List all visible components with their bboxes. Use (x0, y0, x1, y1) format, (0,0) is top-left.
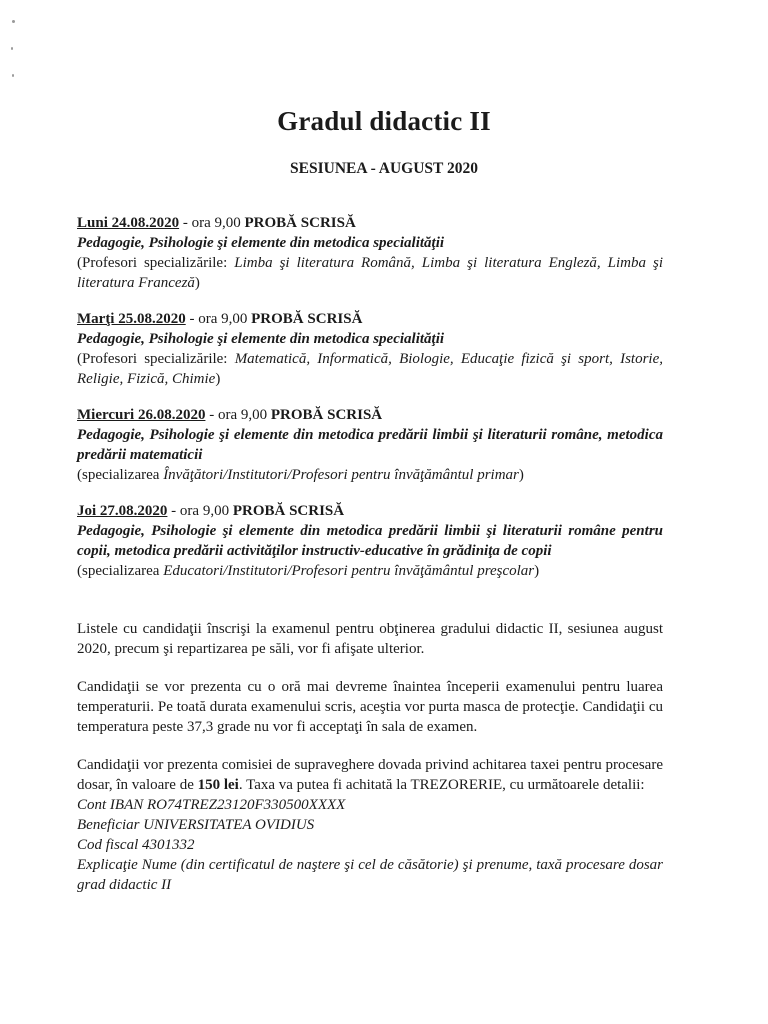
document-body (77, 213, 663, 895)
payment-explanation: Explicaţie Nume (din certificatul de naştere şi cel de căsătorie) şi prenume, taxă procesare dosar grad didactic II (77, 857, 663, 893)
spec-suffix: ) (194, 275, 200, 291)
scan-speck (12, 74, 14, 77)
session-subject: Pedagogie, Psihologie şi elemente din metodica predării limbii şi literaturii române, metodica predării matematicii (77, 427, 663, 463)
session-subject: Pedagogie, Psihologie şi elemente din metodica predării limbii şi literaturii române pentru copii, metodica predării activităţilor instructiv-educative în grădiniţa de copii (77, 523, 663, 559)
exam-session (77, 309, 663, 389)
session-date: Marţi 25.08.2020 (77, 311, 186, 327)
page-subtitle: SESIUNEA - AUGUST 2020 (290, 160, 478, 177)
spec-suffix: ) (518, 467, 524, 483)
scan-speck (11, 47, 13, 50)
exam-session (77, 213, 663, 293)
session-specializations (77, 349, 663, 389)
session-time: - ora 9,00 (205, 407, 271, 423)
spec-suffix: ) (215, 371, 221, 387)
spec-prefix: (specializarea (77, 467, 164, 483)
spec-items: Matematică, Informatică, Biologie, Educaţie fizică şi sport, Istorie, Religie, Fizică, Chimie (77, 351, 663, 387)
spec-items: Limba şi literatura Română, Limba şi literatura Engleză, Limba şi literatura Franceză (77, 255, 663, 291)
session-exam-type: PROBĂ SCRISĂ (251, 311, 363, 327)
fee-amount: 150 lei (197, 777, 239, 793)
session-exam-type: PROBĂ SCRISĂ (244, 215, 356, 231)
page-title: Gradul didactic II (277, 106, 491, 136)
payment-fiscal-code: Cod fiscal 4301332 (77, 837, 195, 853)
session-date: Luni 24.08.2020 (77, 215, 180, 231)
payment-beneficiary: Beneficiar UNIVERSITATEA OVIDIUS (77, 817, 315, 833)
fee-text-before: Candidaţii vor prezenta comisiei de supraveghere dovada privind achitarea taxei pentru procesare dosar, în valoare de (77, 757, 663, 793)
exam-session (77, 501, 663, 581)
session-specializations (77, 561, 663, 581)
spec-suffix: ) (534, 563, 540, 579)
payment-iban: Cont IBAN RO74TREZ23120F330500XXXX (77, 797, 346, 813)
session-subject: Pedagogie, Psihologie şi elemente din metodica specialităţii (77, 235, 445, 251)
session-time: - ora 9,00 (185, 311, 252, 327)
spec-prefix: (Profesori specializările: (77, 351, 235, 367)
session-time: - ora 9,00 (167, 503, 233, 519)
lists-notice: Listele cu candidaţii înscrişi la examenul pentru obţinerea gradului didactic II, sesiunea august 2020, precum şi repartizarea pe săli, vor fi afişate ulterior. (77, 621, 663, 657)
session-time: - ora 9,00 (179, 215, 245, 231)
session-date: Joi 27.08.2020 (77, 503, 168, 519)
session-subject: Pedagogie, Psihologie şi elemente din metodica specialităţii (77, 331, 445, 347)
session-specializations (77, 253, 663, 293)
session-heading (77, 501, 663, 521)
session-exam-type: PROBĂ SCRISĂ (232, 503, 345, 519)
session-specializations (77, 465, 663, 485)
session-heading (77, 213, 663, 233)
payment-details (77, 795, 663, 895)
fee-text-after: . Taxa va putea fi achitată la TREZORERIE, cu următoarele detalii: (238, 777, 645, 793)
spec-prefix: (Profesori specializările: (77, 255, 235, 271)
session-heading (77, 405, 663, 425)
spec-prefix: (specializarea (77, 563, 164, 579)
exam-session (77, 405, 663, 485)
spec-items: Educatori/Institutori/Profesori pentru învăţământul preşcolar (163, 563, 535, 579)
session-exam-type: PROBĂ SCRISĂ (270, 407, 383, 423)
scan-speck (12, 20, 15, 23)
session-heading (77, 309, 663, 329)
spec-items: Învăţători/Institutori/Profesori pentru învăţământul primar (163, 467, 519, 483)
arrival-notice: Candidaţii se vor prezenta cu o oră mai devreme înaintea începerii examenului pentru luarea temperaturii. Pe toată durata examenului scris, aceştia vor purta masca de protecţie. Candidaţii cu temperatura peste 37,3 grade nu vor fi acceptaţi în sala de examen. (77, 679, 663, 735)
fee-notice (77, 755, 663, 795)
session-date: Miercuri 26.08.2020 (77, 407, 206, 423)
